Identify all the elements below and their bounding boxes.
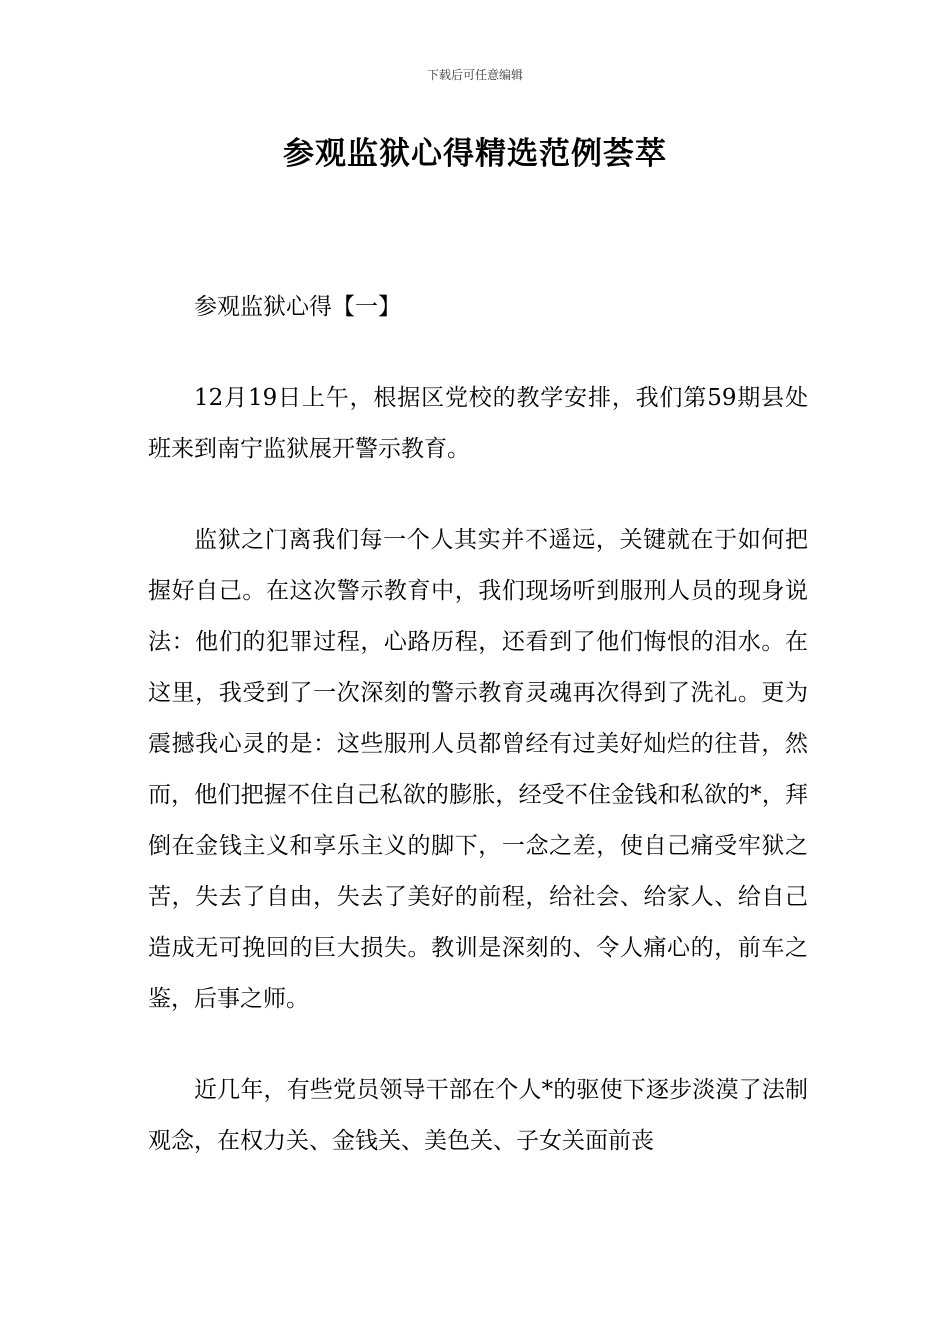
- document-body: [148, 282, 808, 1207]
- header-note: 下载后可任意编辑: [426, 68, 523, 82]
- paragraph-1: 12月19日上午，根据区党校的教学安排，我们第59期县处班来到南宁监狱展开警示教育。: [148, 385, 808, 462]
- section-heading: 参观监狱心得【一】: [194, 294, 401, 320]
- paragraph-2: 监狱之门离我们每一个人其实并不遥远，关键就在于如何把握好自己。在这次警示教育中，我们现场听到服刑人员的现身说法：他们的犯罪过程，心路历程，还看到了他们悔恨的泪水。在这里，我受到了一次深刻的警示教育灵魂再次得到了洗礼。更为震撼我心灵的是：这些服刑人员都曾经有过美好灿烂的往昔，然而，他们把握不住自己私欲的膨胀，经受不住金钱和私欲的*，拜倒在金钱主义和享乐主义的脚下，一念之差，使自己痛受牢狱之苦，失去了自由，失去了美好的前程，给社会、给家人、给自己造成无可挽回的巨大损失。教训是深刻的、令人痛心的，前车之鉴，后事之师。: [148, 527, 808, 1012]
- paragraph-3: 近几年，有些党员领导干部在个人*的驱使下逐步淡漠了法制观念，在权力关、金钱关、美色关、子女关面前丧: [148, 1077, 808, 1154]
- document-title: 参观监狱心得精选范例荟萃: [283, 136, 667, 172]
